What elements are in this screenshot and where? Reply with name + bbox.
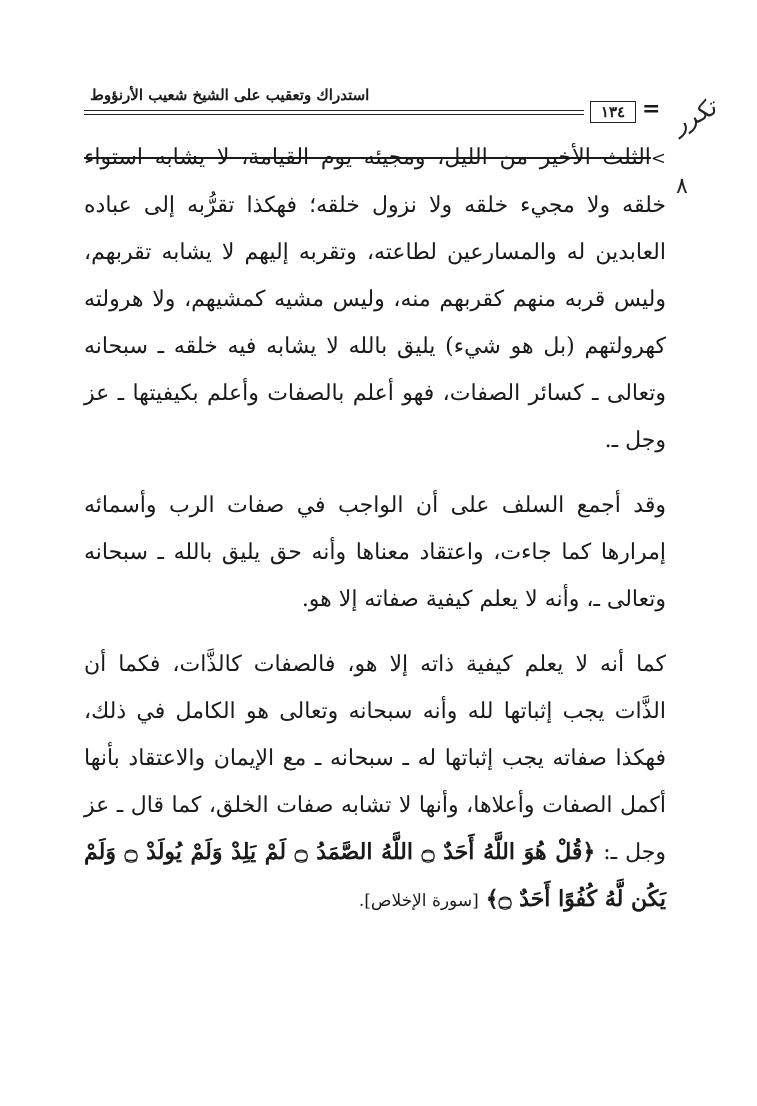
paragraph-3-text: كما أنه لا يعلم كيفية ذاته إلا هو، فالصفات كالذَّات، فكما أن الذَّات يجب إثباتها لله وأنه سبحانه وتعالى هو الكامل في ذلك، فهكذا صفاته يجب إثباتها له ـ سبحانه ـ مع الإيمان والاعتقاد بأنها أكمل الصفات وأعلاها، وأنها لا تشابه صفات الخلق، كما قال ـ عز وجل ـ: [84,652,666,865]
paragraph-1 [84,134,666,464]
paragraph-2: وقد أجمع السلف على أن الواجب في صفات الرب وأسمائه إمرارها كما جاءت، واعتقاد معناها وأنه حق يليق بالله ـ سبحانه وتعالى ـ، وأنه لا يعلم كيفية صفاته إلا هو. [84,493,666,612]
body-text [84,134,666,925]
quran-verse: ﴿قُلْ هُوَ اللَّهُ أَحَدٌ ۝ اللَّهُ الصَّمَدُ ۝ لَمْ يَلِدْ وَلَمْ يُولَدْ ۝ وَلَمْ يَكُن لَّهُ كُفُوًا أَحَدٌ ۝﴾ [84,839,666,912]
margin-handwritten-mark: ٨ [676,174,688,199]
page-header [84,84,664,124]
surah-reference: [سورة الإخلاص]. [358,891,479,911]
margin-handwritten-note: تكرر [668,92,721,139]
strike-arrow-mark: > [650,148,666,169]
page-number: ١٣٤ [590,101,636,123]
struck-line: الثلث الأخير من الليل، ومجيئه يوم القيامة، لا يشابه استواء [84,145,651,170]
running-title: استدراك وتعقيب على الشيخ شعيب الأرنؤوط [90,86,370,104]
paragraph-1-text: خلقه ولا مجيء خلقه ولا نزول خلقه؛ فهكذا تقرُّبه إلى عباده العابدين له والمسارعين لطاعته، وتقربه إليهم لا يشابه تقربهم، وليس قربه منهم كقربهم منه، وليس مشيه كمشيهم، ولا هرولته كهرولتهم (بل هو شيء) يليق بالله لا يشابه فيه خلقه ـ سبحانه وتعالى ـ كسائر الصفات، فهو أعلم بالصفات وأعلم بكيفيتها ـ عز وجل ـ. [84,193,666,453]
paragraph-3 [84,641,666,925]
header-rule-bottom [84,114,584,115]
header-equals-mark: = [642,96,661,122]
header-rule-top [84,110,584,111]
